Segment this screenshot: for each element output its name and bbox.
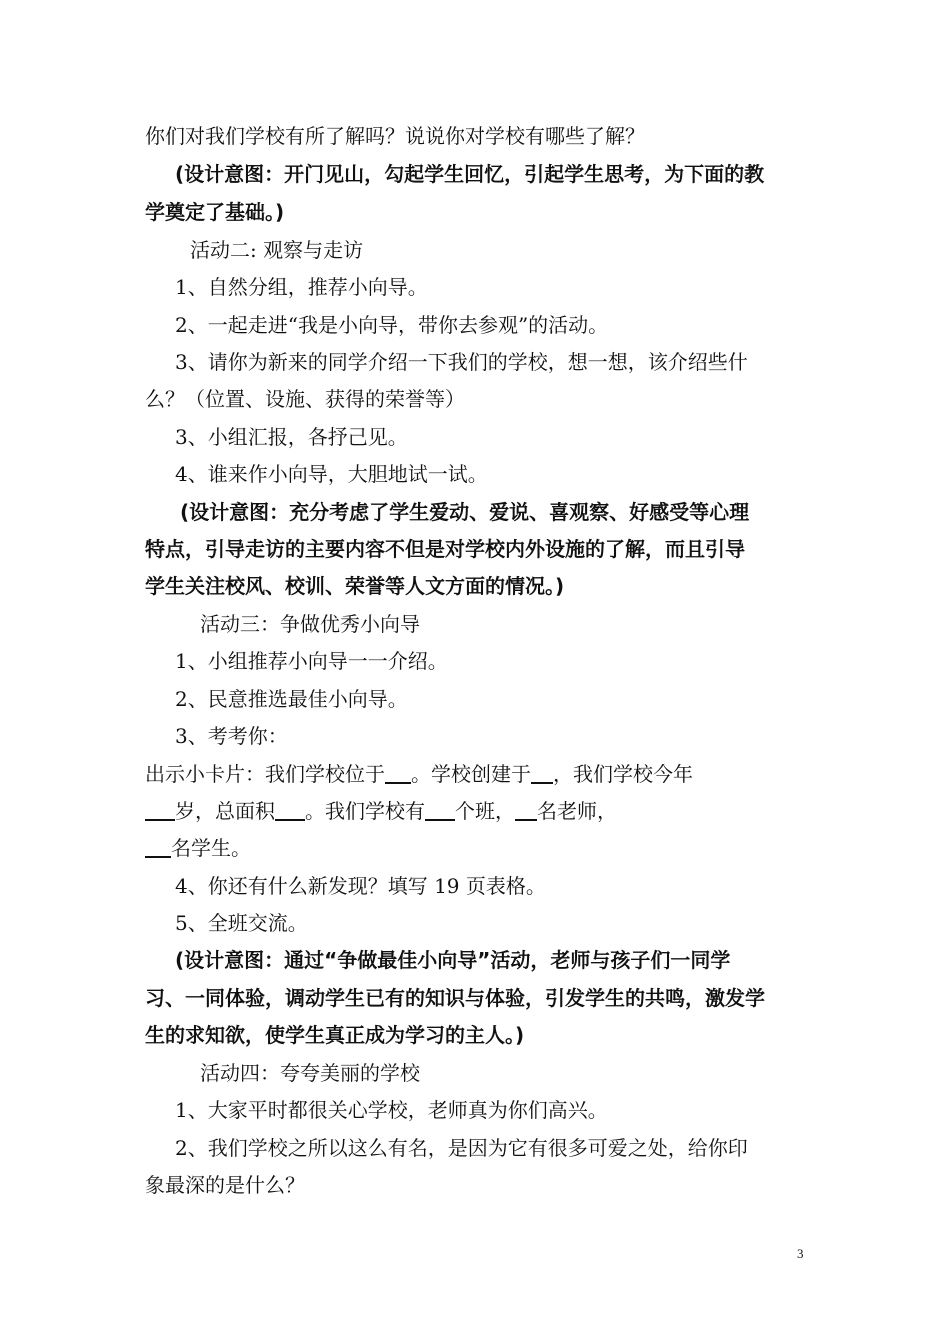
design-intent-line: (设计意图：充分考虑了学生爱动、爱说、喜观察、好感受等心理 bbox=[180, 500, 750, 524]
fill-blank bbox=[425, 801, 455, 821]
card-line bbox=[145, 760, 815, 788]
list-item: 3、考考你： bbox=[175, 724, 288, 748]
list-item: 1、小组推荐小向导一一介绍。 bbox=[175, 649, 448, 673]
fill-blank bbox=[145, 838, 171, 858]
card-text: 名老师， bbox=[537, 799, 617, 823]
text-line: 象最深的是什么？ bbox=[145, 1173, 305, 1197]
list-item: 2、民意推选最佳小向导。 bbox=[175, 687, 408, 711]
fill-blank bbox=[145, 801, 175, 821]
list-item: 4、谁来作小向导，大胆地试一试。 bbox=[175, 462, 488, 486]
card-text: 个班， bbox=[455, 799, 515, 823]
card-text: ，我们学校今年 bbox=[553, 762, 693, 786]
design-intent-line: (设计意图：开门见山，勾起学生回忆，引起学生思考，为下面的教 bbox=[175, 162, 765, 186]
card-line bbox=[145, 834, 815, 862]
design-intent-line: 特点，引导走访的主要内容不但是对学校内外设施的了解，而且引导 bbox=[145, 537, 745, 561]
list-item: 1、自然分组，推荐小向导。 bbox=[175, 275, 428, 299]
design-intent-line: 学奠定了基础。) bbox=[145, 200, 285, 224]
card-text: 出示小卡片：我们学校位于 bbox=[145, 762, 385, 786]
list-item: 4、你还有什么新发现？填写 19 页表格。 bbox=[175, 874, 546, 898]
list-item: 2、一起走进“我是小向导，带你去参观”的活动。 bbox=[175, 313, 609, 337]
text-line: 么？（位置、设施、获得的荣誉等） bbox=[145, 387, 465, 411]
fill-blank bbox=[385, 764, 411, 784]
page-number: 3 bbox=[797, 1246, 804, 1261]
list-item: 3、请你为新来的同学介绍一下我们的学校，想一想，该介绍些什 bbox=[175, 350, 748, 374]
card-text: 岁，总面积 bbox=[175, 799, 275, 823]
activity-heading: 活动二: 观察与走访 bbox=[190, 238, 364, 262]
list-item: 1、大家平时都很关心学校，老师真为你们高兴。 bbox=[175, 1098, 608, 1122]
fill-blank bbox=[275, 801, 305, 821]
card-text: 。我们学校有 bbox=[305, 799, 425, 823]
design-intent-line: 习、一同体验，调动学生已有的知识与体验，引发学生的共鸣，激发学 bbox=[145, 986, 765, 1010]
fill-blank bbox=[515, 801, 537, 821]
fill-blank bbox=[531, 764, 553, 784]
card-text: 名学生。 bbox=[171, 836, 251, 860]
list-item: 5、全班交流。 bbox=[175, 911, 308, 935]
list-item: 3、小组汇报，各抒己见。 bbox=[175, 425, 408, 449]
card-line bbox=[145, 797, 815, 825]
design-intent-line: 生的求知欲，使学生真正成为学习的主人。) bbox=[145, 1023, 525, 1047]
activity-heading: 活动三：争做优秀小向导 bbox=[200, 612, 420, 636]
text-line: 你们对我们学校有所了解吗？说说你对学校有哪些了解？ bbox=[145, 124, 645, 148]
design-intent-line: 学生关注校风、校训、荣誉等人文方面的情况。) bbox=[145, 574, 565, 598]
activity-heading: 活动四：夸夸美丽的学校 bbox=[200, 1061, 420, 1085]
design-intent-line: (设计意图：通过“争做最佳小向导”活动，老师与孩子们一同学 bbox=[175, 948, 731, 972]
card-text: 。学校创建于 bbox=[411, 762, 531, 786]
list-item: 2、我们学校之所以这么有名，是因为它有很多可爱之处，给你印 bbox=[175, 1136, 748, 1160]
